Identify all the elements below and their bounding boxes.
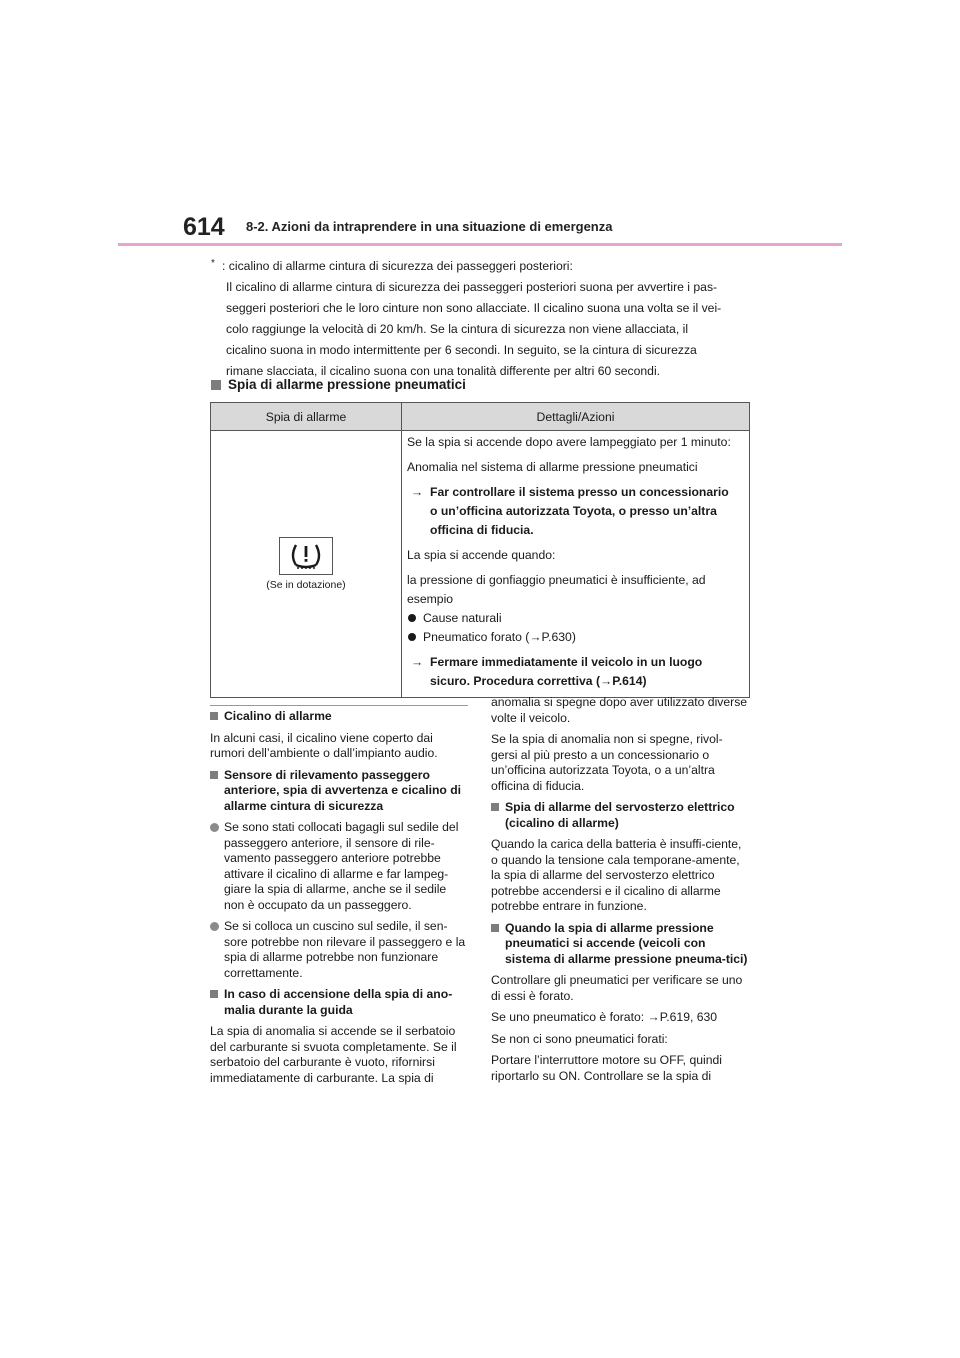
paragraph: anomalia si spegne dopo aver utilizzato diverse volte il veicolo.: [491, 695, 748, 725]
bullet-icon: [408, 633, 416, 641]
details-text: esempio: [407, 592, 454, 606]
table-header-row: [211, 403, 750, 431]
square-bullet-icon: [210, 990, 218, 998]
square-bullet-icon: [211, 380, 221, 390]
paragraph: Portare l’interruttore motore su OFF, quindi riportarlo su ON. Controllare se la spia di: [491, 1053, 722, 1083]
details-cell: [402, 431, 750, 698]
paragraph: Se uno pneumatico è forato: →P.619, 630: [491, 1010, 718, 1024]
section-heading-text: Spia di allarme pressione pneumatici: [228, 377, 466, 392]
action-text: → Fermare immediatamente il veicolo in un luogo: [407, 653, 745, 672]
action-text: sicuro. Procedura correttiva (→P.614): [430, 674, 647, 688]
lamp-cell: [211, 431, 402, 698]
page-number: 614: [183, 213, 225, 241]
footnote-line: Il cicalino di allarme cintura di sicurezza dei passeggeri posteriori suona per avvertire i pas-: [226, 280, 718, 294]
square-bullet-icon: [491, 924, 499, 932]
footnote-line: rimane slacciata, il cicalino suona con una tonalità differente per altri 60 secondi.: [226, 364, 661, 378]
paragraph: La spia di anomalia si accende se il serbatoio del carburante si svuota completamente. Se il serbatoio del carburante è vuoto, rifornirsi immediatamente di carburante. La spia di: [210, 1024, 457, 1085]
lamp-caption: (Se in dotazione): [266, 579, 346, 591]
bullet-icon: [408, 614, 416, 622]
paragraph: Se non ci sono pneumatici forati:: [491, 1031, 668, 1046]
arrow-icon: →: [411, 655, 424, 669]
paragraph: Se la spia di anomalia non si spegne, rivol-gersi al più presto a un concessionario o un’officina autorizzata Toyota, o a un’altra officina di fiducia.: [491, 732, 723, 793]
table-header-details: Dettagli/Azioni: [402, 403, 750, 431]
subheading: In caso di accensione della spia di ano-malia durante la guida: [210, 987, 468, 1018]
paragraph: Controllare gli pneumatici per verificare se uno di essi è forato.: [491, 973, 743, 1003]
footnote: [211, 256, 761, 382]
list-item: Cause naturali: [407, 609, 745, 628]
subheading: Cicalino di allarme: [210, 709, 468, 725]
warning-light-table: [210, 402, 750, 698]
list-item: Se si colloca un cuscino sul sedile, il sen-sore potrebbe non rilevare il passeggero e la spia di allarme potrebbe non funzionare correttamente.: [210, 919, 468, 981]
paragraph: In alcuni casi, il cicalino viene coperto dai rumori dell’ambiente o dall’impianto audio.: [210, 730, 438, 760]
details-text: la pressione di gonfiaggio pneumatici è insufficiente, ad: [407, 573, 706, 587]
right-column: [491, 695, 749, 1090]
action-text: → Far controllare il sistema presso un concessionario: [407, 483, 745, 502]
details-text: La spia si accende quando:: [407, 548, 556, 562]
footnote-line: colo raggiunge la velocità di 20 km/h. Se la cintura di sicurezza non viene allacciata, il: [226, 322, 689, 336]
details-text: Anomalia nel sistema di allarme pressione pneumatici: [407, 460, 698, 474]
subheading: Sensore di rilevamento passeggero anteriore, spia di avvertenza e cicalino di allarme cintura di sicurezza: [210, 768, 468, 815]
details-text: Se la spia si accende dopo avere lampeggiato per 1 minuto:: [407, 435, 731, 449]
square-bullet-icon: [210, 712, 218, 720]
footnote-line: cicalino suona in modo intermittente per 6 secondi. In seguito, se la cintura di sicurezza: [226, 343, 697, 357]
list-item: Pneumatico forato (→P.630): [407, 628, 745, 647]
table-row: [211, 431, 750, 698]
action-text: officina di fiducia.: [430, 523, 534, 537]
bullet-icon: [210, 823, 219, 832]
left-column: [210, 709, 468, 1092]
section-title: 8-2. Azioni da intraprendere in una situazione di emergenza: [246, 219, 613, 234]
arrow-icon: →: [411, 485, 424, 499]
section-heading: [211, 377, 466, 392]
square-bullet-icon: [210, 771, 218, 779]
column-divider: [210, 705, 468, 706]
action-text: o un’officina autorizzata Toyota, o presso un’altra: [430, 504, 717, 518]
bullet-icon: [210, 922, 219, 931]
tire-pressure-warning-icon: [279, 537, 333, 575]
footnote-line: seggeri posteriori che le loro cinture non sono allacciate. Il cicalino suona una volta se il vei-: [226, 301, 722, 315]
subheading: Spia di allarme del servosterzo elettrico (cicalino di allarme): [491, 800, 749, 831]
footnote-first-line: : cicalino di allarme cintura di sicurezza dei passeggeri posteriori:: [222, 259, 573, 273]
table-header-lamp: Spia di allarme: [211, 403, 402, 431]
paragraph: Quando la carica della batteria è insuffi-ciente, o quando la tensione cala temporane-amente, la spia di allarme del servosterzo elettrico potrebbe accendersi e il cicalino di allarme potrebbe entrare in funzione.: [491, 837, 742, 913]
header-rule: [118, 243, 842, 246]
footnote-marker: *: [211, 258, 215, 269]
tire-pressure-warning-icon: [280, 538, 332, 574]
list-item: Se sono stati collocati bagagli sul sedile del passeggero anteriore, il sensore di rile-vamento passeggero anteriore potrebbe attivare il cicalino di allarme e far lampeg-giare la spia di allarme, anche se il sedile non è occupato da un passeggero.: [210, 820, 468, 913]
subheading: Quando la spia di allarme pressione pneumatici si accende (veicoli con sistema di allarme pressione pneuma-tici): [491, 921, 749, 968]
square-bullet-icon: [491, 803, 499, 811]
